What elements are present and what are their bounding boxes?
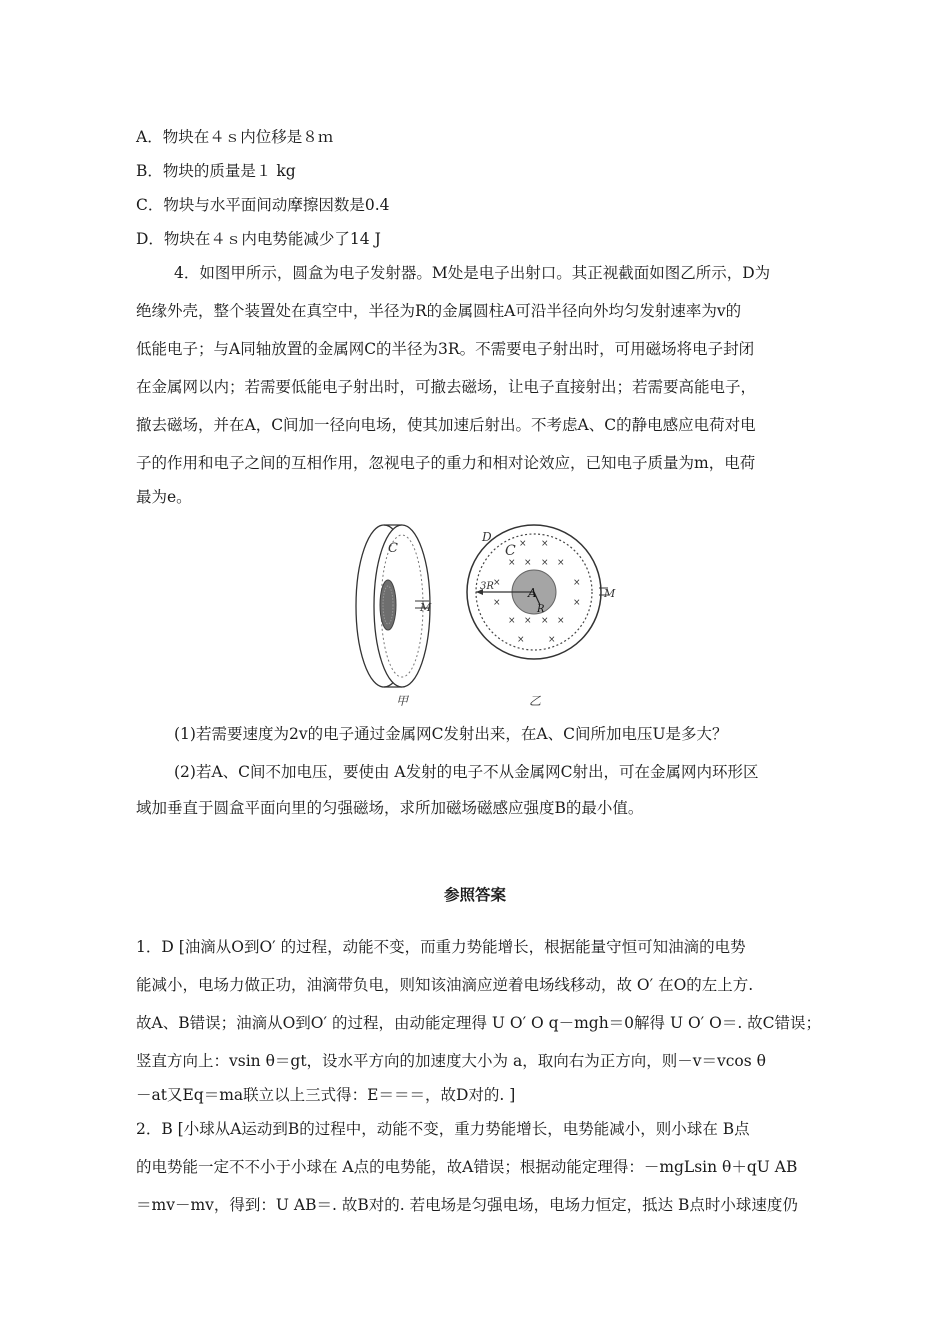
problem4-line: 绝缘外壳，整个装置处在真空中，半径为R的金属圆柱A可沿半径向外均匀发射速率为v的 [136,302,742,320]
svg-text:×: × [493,578,501,588]
svg-text:×: × [524,558,532,568]
answer-line: －at又Eq＝ma联立以上三式得：E＝＝＝，故D对的. ] [136,1086,516,1104]
svg-text:×: × [517,635,525,645]
problem4-line: 最为e。 [136,488,192,506]
figure-svg [352,515,637,715]
problem4-line: 在金属网以内；若需要低能电子射出时，可撤去磁场，让电子直接射出；若需要高能电子， [136,378,757,396]
figure-yi [467,525,616,708]
label-d: D [482,530,492,544]
answer-line: 竖直方向上：vsin θ＝gt，设水平方向的加速度大小为 a，取向右为正方向，则－v＝vcos θ [136,1052,766,1070]
svg-text:×: × [519,539,527,549]
label-m-yi: M [604,587,616,600]
label-c-yi: C [505,543,516,559]
option-c: C．物块与水平面间动摩擦因数是0.4 [136,196,390,214]
svg-text:×: × [557,616,565,626]
option-a: A．物块在４ｓ内位移是８ｍ [136,128,334,146]
answer-line: 故A、B错误；油滴从O到O′ 的过程，由动能定理得 U O′ O q－mgh＝0解得 U O′ O＝. 故C错误； [136,1014,822,1032]
option-b: B．物块的质量是１ kg [136,162,296,180]
label-jia: 甲 [396,694,409,708]
electron-emitter-figure [352,515,637,715]
svg-text:×: × [557,558,565,568]
problem4-line: 4．如图甲所示，圆盒为电子发射器。M处是电子出射口。其正视截面如图乙所示，D为 [174,264,771,282]
question-1: (1)若需要速度为2v的电子通过金属网C发射出来，在A、C间所加电压U是多大？ [174,725,728,743]
figure-jia [356,525,432,708]
svg-text:×: × [493,598,501,608]
svg-text:×: × [524,616,532,626]
question-2: (2)若A、C间不加电压，要使由 A发射的电子不从金属网C射出，可在金属网内环形区 [174,763,759,781]
answer-line: 的电势能一定不不小于小球在 A点的电势能，故A错误；根据动能定理得：－mgLsin θ＋qU AB [136,1158,798,1176]
answer-line: 1．D [油滴从O到O′ 的过程，动能不变，而重力势能增长，根据能量守恒可知油滴的电势 [136,938,746,956]
label-m-jia: M [420,601,432,614]
label-r: R [537,604,545,615]
label-c-jia: C [388,541,398,556]
answers-title: 参照答案 [443,886,506,904]
svg-text:×: × [508,616,516,626]
problem4-line: 子的作用和电子之间的互相作用，忽视电子的重力和相对论效应，已知电子质量为m，电荷 [136,454,756,472]
svg-text:×: × [541,558,549,568]
problem4-line: 撤去磁场，并在A，C间加一径向电场，使其加速后射出。不考虑A、C的静电感应电荷对电 [136,416,756,434]
answer-line: 2．B [小球从A运动到B的过程中，动能不变，重力势能增长，电势能减小，则小球在 B点 [136,1120,750,1138]
svg-text:×: × [508,558,516,568]
problem4-line: 低能电子；与A同轴放置的金属网C的半径为3R。不需要电子射出时，可用磁场将电子封闭 [136,340,755,358]
svg-text:×: × [541,539,549,549]
svg-text:×: × [573,598,581,608]
label-a: A [528,586,537,600]
option-d: D．物块在４ｓ内电势能减少了14 J [136,230,381,248]
svg-text:×: × [541,616,549,626]
label-3r: 3R [480,581,494,592]
question-2-cont: 域加垂直于圆盒平面向里的匀强磁场，求所加磁场磁感应强度B的最小值。 [136,799,644,817]
svg-text:×: × [573,578,581,588]
answer-line: ＝mv－mv，得到：U AB＝. 故B对的. 若电场是匀强电场，电场力恒定，抵达 B点时小球速度仍 [136,1196,798,1214]
answer-line: 能减小，电场力做正功，油滴带负电，则知该油滴应逆着电场线移动，故 O′ 在O的左上方. [136,976,754,994]
label-yi: 乙 [529,694,542,708]
svg-text:×: × [548,635,556,645]
